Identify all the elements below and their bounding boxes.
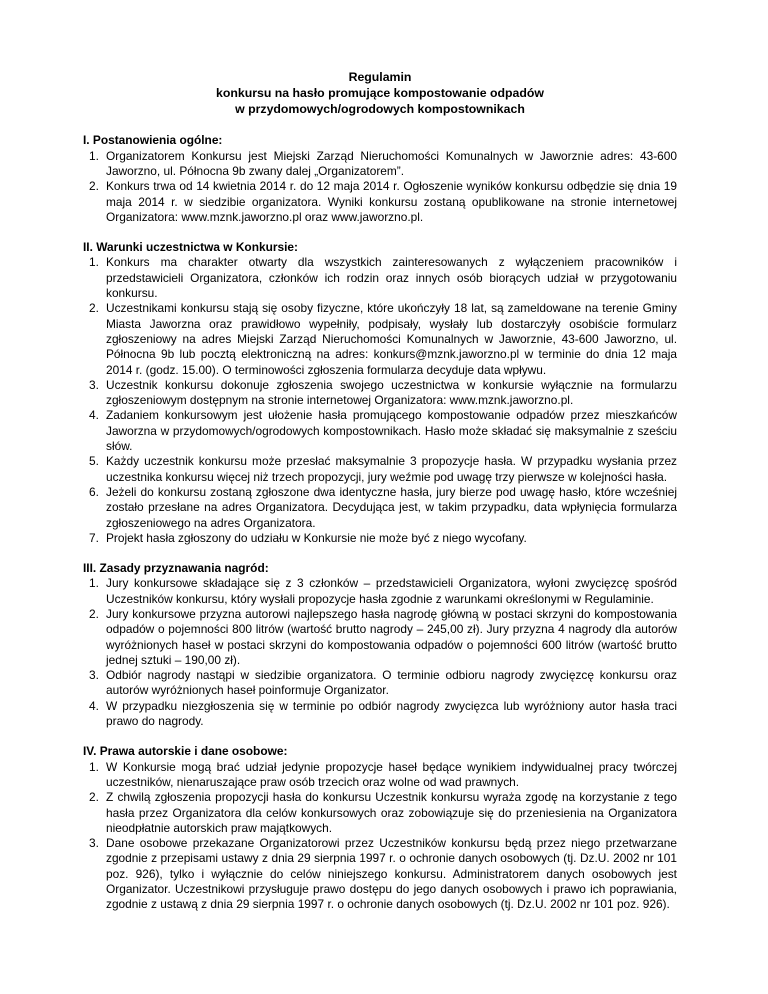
section-list [83, 149, 677, 225]
list-item [83, 760, 677, 791]
list-item [83, 255, 677, 301]
item-number: 6. [89, 484, 99, 499]
list-item [83, 301, 677, 377]
section-list [83, 576, 677, 729]
item-text: Dane osobowe przekazane Organizatorowi przez Uczestników konkursu będą przez niego przetwarzane zgodnie z przepisami ustawy z dnia 29 sierpnia 1997 r. o ochronie danych osobowych (tj. Dz.U. 2002 nr 101 poz. 926), tylko i wyłącznie do celów niniejszego konkursu. Administratorem danych osobowych jest Organizator. Uczestnikowi przysługuje prawo dostępu do jego danych osobowych i prawo ich poprawiania, zgodnie z ustawą z dnia 29 sierpnia 1997 r. o ochronie danych osobowych (tj. Dz.U. 2002 nr 101 poz. 926). [106, 836, 677, 912]
section-heading: IV. Prawa autorskie i dane osobowe: [83, 744, 288, 759]
list-item [83, 149, 677, 180]
item-text: Każdy uczestnik konkursu może przesłać maksymalnie 3 propozycje hasła. W przypadku wysłania przez uczestnika konkursu więcej niż trzech propozycji, jury weźmie pod uwagę trzy pierwsze w kolejności hasła. [106, 454, 677, 484]
item-text: Uczestnikami konkursu stają się osoby fizyczne, które ukończyły 18 lat, są zameldowane na terenie Gminy Miasta Jaworzna oraz prawidłowo wypełniły, podpisały, wysłały lub dostarczyły osobiście formularz zgłoszeniowy na adres Miejski Zarząd Nieruchomości Komunalnych w Jaworznie, 43-600 Jaworzno, ul. Północna 9b lub pocztą elektroniczną na adres: konkurs@mznk.jaworzno.pl w terminie do dnia 12 maja 2014 r. (godz. 15.00). O terminowości zgłoszenia formularza decyduje data wpływu. [106, 301, 677, 377]
item-number: 2. [89, 301, 99, 316]
item-text: Odbiór nagrody nastąpi w siedzibie organizatora. O terminie odbioru nagrody zwycięzcę konkursu oraz autorów wyróżnionych haseł poinformuje Organizator. [106, 668, 677, 698]
item-text: Jury konkursowe przyzna autorowi najlepszego hasła nagrodę główną w postaci skrzyni do kompostowania odpadów o pojemności 800 litrów (wartość brutto nagrody – 245,00 zł). Jury przyzna 4 nagrody dla autorów wyróżnionych haseł w postaci skrzyni do kompostowania odpadów o pojemności 600 litrów (wartość brutto jednej sztuki – 190,00 zł). [106, 607, 677, 667]
item-text: Jeżeli do konkursu zostaną zgłoszone dwa identyczne hasła, jury bierze pod uwagę hasło, które wcześniej zostało przesłane na adres Organizatora. Decydująca jest, w takim przypadku, data wpłynięcia formularza zgłoszeniowego na adres Organizatora. [106, 484, 677, 530]
section-list [83, 760, 677, 913]
section-copyright-personal-data [83, 744, 677, 912]
item-number: 4. [89, 698, 99, 713]
item-number: 3. [89, 668, 99, 683]
list-item [83, 576, 677, 607]
item-text: W przypadku niezgłoszenia się w terminie po odbiór nagrody zwycięzca lub wyróżniony autor hasła traci prawo do nagrody. [106, 698, 677, 729]
document-title [83, 70, 677, 117]
list-item [83, 668, 677, 699]
list-item [83, 378, 677, 409]
list-item [83, 607, 677, 668]
item-number: 2. [89, 179, 99, 194]
item-number: 3. [89, 377, 99, 392]
list-item [83, 790, 677, 836]
title-line-2: konkursu na hasło promujące kompostowanie odpadów [216, 85, 544, 100]
item-number: 3. [89, 836, 99, 851]
item-text: Organizatorem Konkursu jest Miejski Zarząd Nieruchomości Komunalnych w Jaworznie adres: 43-600 Jaworzno, ul. Północna 9b zwany dalej „Organizatorem”. [106, 148, 677, 178]
item-number: 1. [89, 255, 99, 270]
list-item [83, 699, 677, 730]
document-page [83, 70, 677, 928]
section-heading: III. Zasady przyznawania nagród: [83, 561, 269, 576]
item-text: Uczestnik konkursu dokonuje zgłoszenia swojego uczestnictwa w konkursie wyłącznie na formularzu zgłoszeniowym dostępnym na stronie internetowej Organizatora: www.mznk.jaworzno.pl. [106, 377, 677, 408]
list-item [83, 179, 677, 225]
item-number: 1. [89, 759, 99, 774]
section-general-provisions [83, 133, 677, 225]
list-item [83, 454, 677, 485]
item-text: Jury konkursowe składające się z 3 członków – przedstawicieli Organizatora, wyłoni zwycięzcę spośród Uczestników konkursu, który wysłali propozycje hasła zgodnie z warunkami określonymi w Regulaminie. [106, 576, 677, 606]
item-number: 4. [89, 408, 99, 423]
item-number: 1. [89, 148, 99, 163]
list-item [83, 485, 677, 531]
item-number: 7. [89, 530, 99, 545]
item-text: Z chwilą zgłoszenia propozycji hasła do konkursu Uczestnik konkursu wyraża zgodę na korzystanie z tego hasła przez Organizatora dla celów konkursowych oraz zobowiązuje się do przeniesienia na Organizatora nieodpłatnie autorskich praw majątkowych. [106, 790, 677, 835]
item-text: Zadaniem konkursowym jest ułożenie hasła promującego kompostowanie odpadów przez mieszkańców Jaworzna w przydomowych/ogrodowych kompostownikach. Hasło może składać się maksymalnie z sześciu słów. [106, 408, 677, 454]
section-list [83, 255, 677, 546]
list-item [83, 836, 677, 912]
item-number: 5. [89, 454, 99, 469]
list-item [83, 408, 677, 454]
item-number: 2. [89, 607, 99, 621]
item-text: Konkurs trwa od 14 kwietnia 2014 r. do 12 maja 2014 r. Ogłoszenie wyników konkursu odbędzie się dnia 19 maja 2014 r. w siedzibie organizatora. Wyniki konkursu zostaną opublikowane na stronie internetowej Organizatora: www.mznk.jaworzno.pl oraz www.jaworzno.pl. [106, 179, 677, 224]
title-line-3: w przydomowych/ogrodowych kompostownikach [235, 101, 525, 116]
section-award-rules [83, 561, 677, 729]
title-line-1: Regulamin [348, 70, 412, 84]
list-item [83, 531, 677, 546]
section-participation-conditions [83, 240, 677, 546]
section-heading: II. Warunki uczestnictwa w Konkursie: [83, 240, 298, 255]
item-text: W Konkursie mogą brać udział jedynie propozycje haseł będące wynikiem indywidualnej pracy twórczej uczestników, nienaruszające praw osób trzecich oraz wolne od wad prawnych. [106, 759, 677, 789]
item-number: 2. [89, 790, 99, 805]
item-text: Konkurs ma charakter otwarty dla wszystkich zainteresowanych z wyłączeniem pracowników i przedstawicieli Organizatora, członków ich rodzin oraz innych osób biorących udział w przygotowaniu konkursu. [106, 255, 677, 301]
section-heading: I. Postanowienia ogólne: [83, 133, 223, 148]
item-text: Projekt hasła zgłoszony do udziału w Konkursie nie może być z niego wycofany. [106, 530, 527, 545]
item-number: 1. [89, 576, 99, 591]
